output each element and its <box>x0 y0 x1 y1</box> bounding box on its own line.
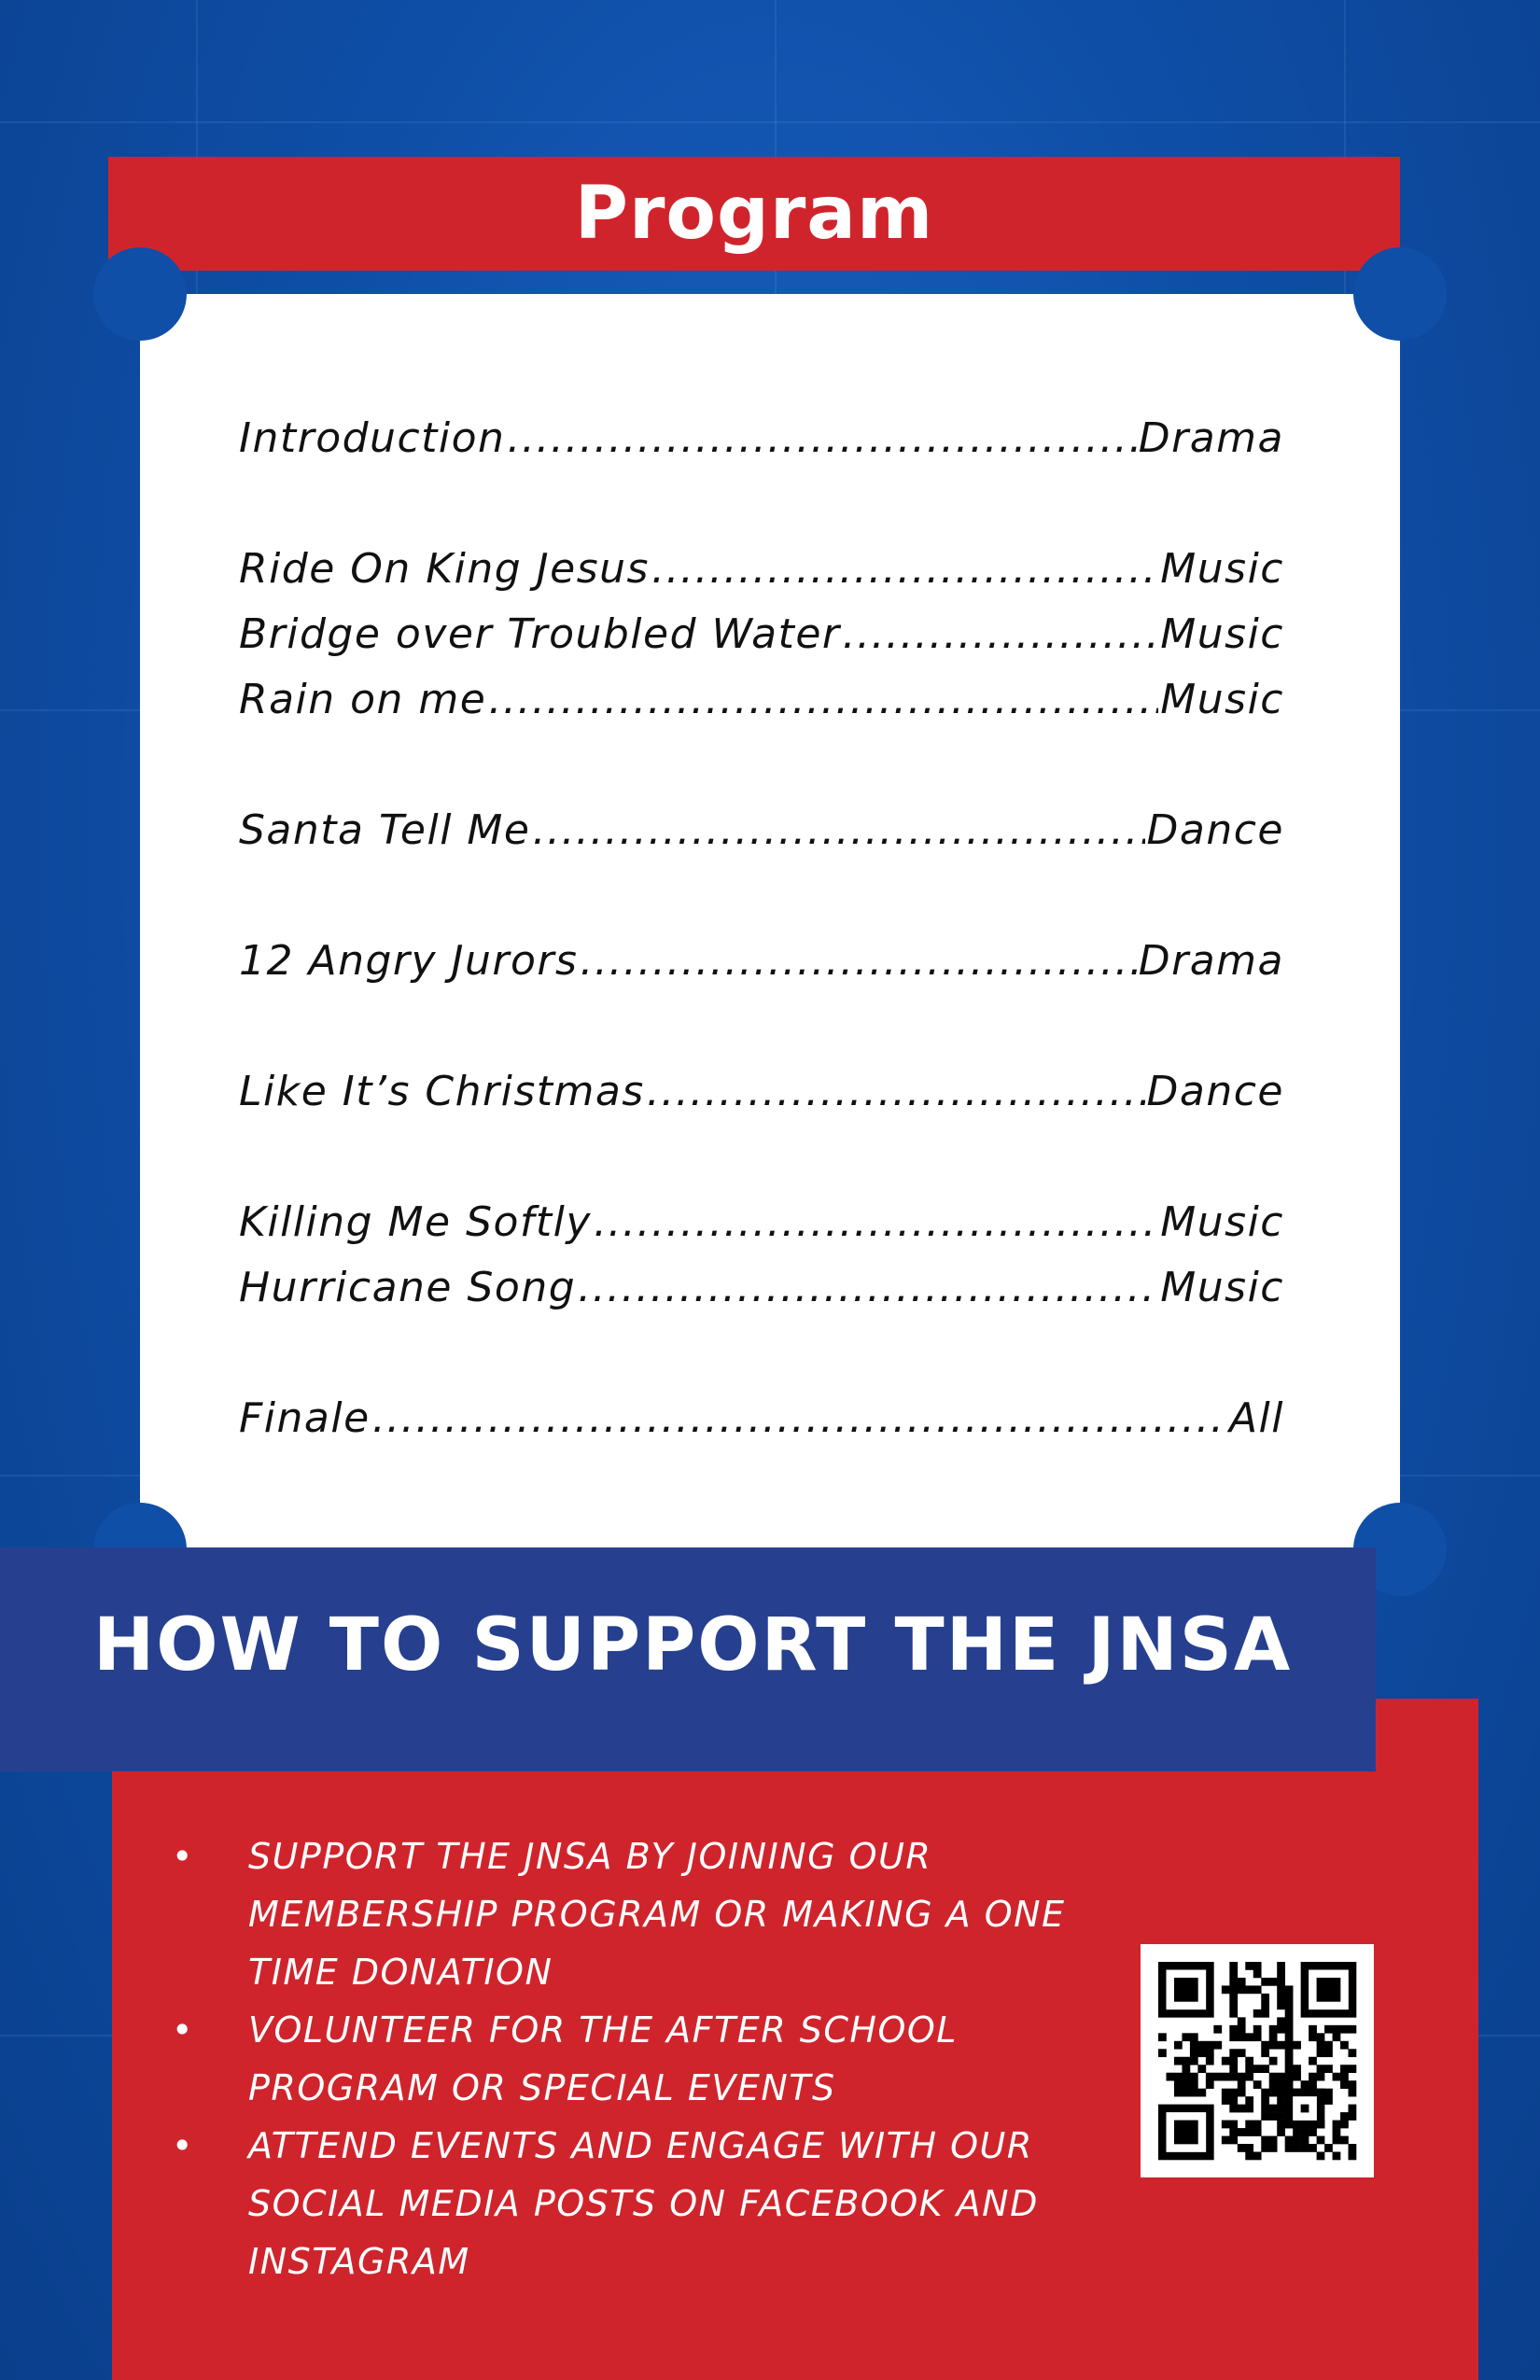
program-title: Program <box>574 172 934 256</box>
program-item-title: Santa Tell Me <box>239 806 531 854</box>
support-banner <box>0 1547 1376 1771</box>
program-item <box>239 1190 1284 1255</box>
support-item-line: SUPPORT THE JNSA BY JOINING OUR <box>248 1836 932 1877</box>
program-item <box>239 1255 1284 1321</box>
program-item <box>239 537 1284 602</box>
program-item-category: Music <box>1160 676 1284 723</box>
program-item <box>239 798 1284 863</box>
dot-leader <box>651 537 1158 602</box>
program-item-category: Music <box>1160 1264 1284 1311</box>
program-item <box>239 1386 1284 1451</box>
dot-leader <box>647 1059 1145 1125</box>
program-item-title: Bridge over Troubled Water <box>239 610 841 658</box>
support-item <box>149 1827 1176 2001</box>
program-item-category: Dance <box>1146 1068 1284 1115</box>
support-item-line: INSTAGRAM <box>248 2241 470 2282</box>
qr-code-icon[interactable] <box>1141 1944 1374 2177</box>
dot-leader <box>580 929 1136 994</box>
program-ticket <box>140 294 1400 1549</box>
support-panel <box>112 1699 1478 2380</box>
ticket-notch <box>1353 247 1447 341</box>
program-item <box>239 602 1284 667</box>
program-item-title: Finale <box>239 1394 371 1442</box>
program-item <box>239 667 1284 733</box>
support-item-line: TIME DONATION <box>248 1952 553 1993</box>
support-item-line: SOCIAL MEDIA POSTS ON FACEBOOK AND <box>248 2183 1039 2224</box>
support-item <box>149 2001 1176 2117</box>
dot-leader <box>488 667 1158 733</box>
bullet-icon: • <box>172 1836 194 1877</box>
dot-leader <box>594 1190 1158 1255</box>
program-header <box>108 157 1400 271</box>
program-item-category: Drama <box>1138 937 1284 985</box>
dot-leader <box>843 602 1159 667</box>
program-item-title: Killing Me Softly <box>239 1198 592 1246</box>
bullet-icon: • <box>172 2125 194 2166</box>
support-list <box>149 1827 1176 2290</box>
support-item-line: ATTEND EVENTS AND ENGAGE WITH OUR <box>248 2125 1033 2166</box>
program-item-title: 12 Angry Jurors <box>239 937 579 985</box>
program-item <box>239 929 1284 994</box>
program-item-title: Rain on me <box>239 676 487 723</box>
program-item-category: All <box>1228 1394 1284 1442</box>
ticket-notch <box>93 247 187 341</box>
program-item-category: Music <box>1160 610 1284 658</box>
program-item <box>239 1059 1284 1125</box>
bullet-icon: • <box>172 2009 194 2051</box>
support-title: HOW TO SUPPORT THE JNSA <box>93 1603 1293 1687</box>
dot-leader <box>532 798 1144 863</box>
program-item-category: Dance <box>1146 806 1284 854</box>
program-item-category: Music <box>1160 545 1284 593</box>
program-item-title: Introduction <box>239 414 506 462</box>
dot-leader <box>507 406 1136 471</box>
support-item-line: VOLUNTEER FOR THE AFTER SCHOOL <box>248 2009 958 2051</box>
program-item-category: Drama <box>1138 414 1284 462</box>
support-item-line: MEMBERSHIP PROGRAM OR MAKING A ONE <box>248 1894 1066 1935</box>
support-item-line: PROGRAM OR SPECIAL EVENTS <box>248 2067 836 2108</box>
program-list <box>239 406 1284 1451</box>
program-item-title: Hurricane Song <box>239 1264 577 1311</box>
dot-leader <box>578 1255 1158 1321</box>
program-item <box>239 406 1284 471</box>
program-item-title: Like It’s Christmas <box>239 1068 645 1115</box>
dot-leader <box>372 1386 1227 1451</box>
program-item-category: Music <box>1160 1198 1284 1246</box>
program-item-title: Ride On King Jesus <box>239 545 650 593</box>
support-item <box>149 2117 1176 2290</box>
